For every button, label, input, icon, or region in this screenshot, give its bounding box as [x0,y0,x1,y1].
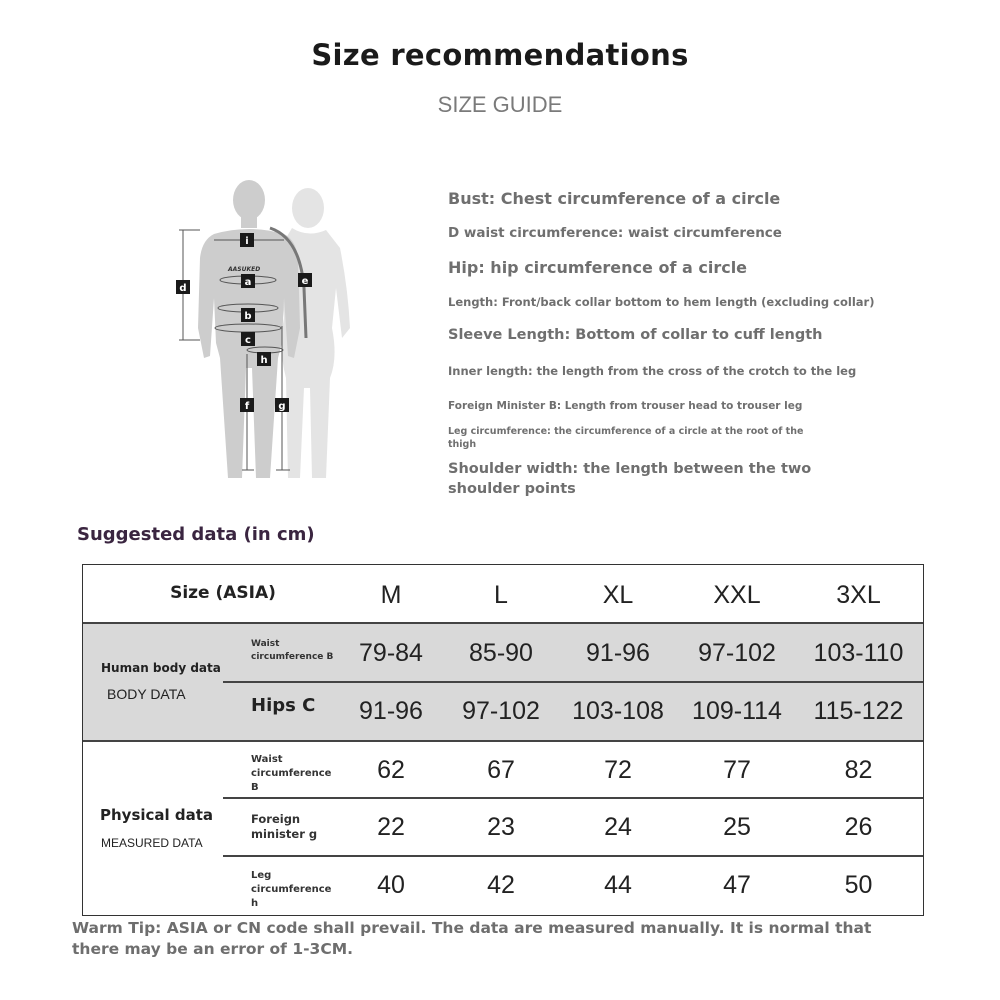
group-physical-data-subname: MEASURED DATA [101,836,203,850]
cell-measured-waist-xxl: 77 [723,756,751,784]
marker-f: f [244,401,250,412]
divider-measured-row2 [223,855,923,857]
marker-h: h [260,355,268,366]
cell-measured-leg-xl: 44 [604,871,632,899]
definition-length: Length: Front/back collar bottom to hem length (excluding collar) [448,295,875,309]
definition-waist: D waist circumference: waist circumference [448,225,782,241]
marker-i: i [245,236,249,247]
size-xxl: XXL [713,581,761,609]
size-3xl: 3XL [836,581,881,609]
divider-header [83,622,923,624]
page-title: Size recommendations [311,38,689,72]
cell-measured-waist-xl: 72 [604,756,632,784]
cell-body-waist-3xl: 103-110 [813,639,904,667]
group-physical-data-name: Physical data [100,806,214,824]
cell-measured-waist-3xl: 82 [844,756,873,784]
cell-body-waist-m: 79-84 [359,639,423,667]
cell-body-hips-xl: 103-108 [572,697,664,725]
size-xl: XL [602,581,634,609]
table-caption: Suggested data (in cm) [77,524,315,545]
row-body-waist-label: Waist circumference B [251,639,334,662]
cell-measured-leg-l: 42 [487,871,515,899]
cell-measured-waist-m: 62 [377,756,405,784]
page-subtitle: SIZE GUIDE [437,92,563,117]
cell-measured-leg-3xl: 50 [844,871,873,899]
cell-body-waist-xxl: 97-102 [698,639,776,667]
group-body-data-name: Human body data [101,661,221,675]
body-silhouette-illustration [170,178,370,488]
divider-measured-row1 [223,797,923,799]
brand-logo-text: AASUKED [228,266,261,273]
cell-measured-foreign-xxl: 25 [723,813,751,841]
definition-shoulder-width: Shoulder width: the length between the two shoulder points [448,461,812,497]
size-table [82,564,924,916]
size-header-label: Size (ASIA) [170,583,276,603]
row-measured-foreign-label: Foreign minister g [251,812,318,841]
marker-g: g [278,401,286,412]
cell-body-waist-xl: 91-96 [586,639,650,667]
definition-bust: Bust: Chest circumference of a circle [448,189,781,208]
cell-measured-foreign-xl: 24 [604,813,632,841]
cell-body-waist-l: 85-90 [469,639,533,667]
cell-measured-leg-m: 40 [377,871,405,899]
cell-body-hips-l: 97-102 [462,697,540,725]
divider-body-rows [223,681,923,683]
cell-measured-foreign-3xl: 26 [844,813,873,841]
definition-leg-circumference: Leg circumference: the circumference of a circle at the root of the thigh [448,426,804,450]
cell-body-hips-m: 91-96 [359,697,423,725]
cell-measured-leg-xxl: 47 [723,871,751,899]
definition-sleeve-length: Sleeve Length: Bottom of collar to cuff length [448,327,823,343]
definition-inner-length: Inner length: the length from the cross of the crotch to the leg [448,364,857,378]
cell-body-hips-3xl: 115-122 [813,697,904,725]
marker-c: c [245,335,251,346]
marker-d: d [179,283,187,294]
row-measured-waist-label: Waist circumference B [251,754,332,793]
row-body-hips-label: Hips C [251,695,316,716]
cell-measured-waist-l: 67 [487,756,515,784]
marker-a: a [244,277,252,288]
cell-measured-foreign-m: 22 [377,813,405,841]
size-l: L [494,581,508,609]
size-m: M [380,581,402,609]
row-measured-leg-label: Leg circumference h [251,870,332,909]
marker-e: e [301,276,309,287]
marker-b: b [244,311,252,322]
cell-body-hips-xxl: 109-114 [692,697,782,725]
group-body-data-subname: BODY DATA [107,686,186,702]
cell-measured-foreign-l: 23 [487,813,515,841]
warm-tip: Warm Tip: ASIA or CN code shall prevail. The data are measured manually. It is normal that there may be an error of 1-3CM. [72,919,872,958]
divider-groups [83,740,923,742]
definition-foreign-minister: Foreign Minister B: Length from trouser head to trouser leg [448,400,803,412]
definition-hip: Hip: hip circumference of a circle [448,258,748,277]
body-measurement-figure [170,178,370,488]
